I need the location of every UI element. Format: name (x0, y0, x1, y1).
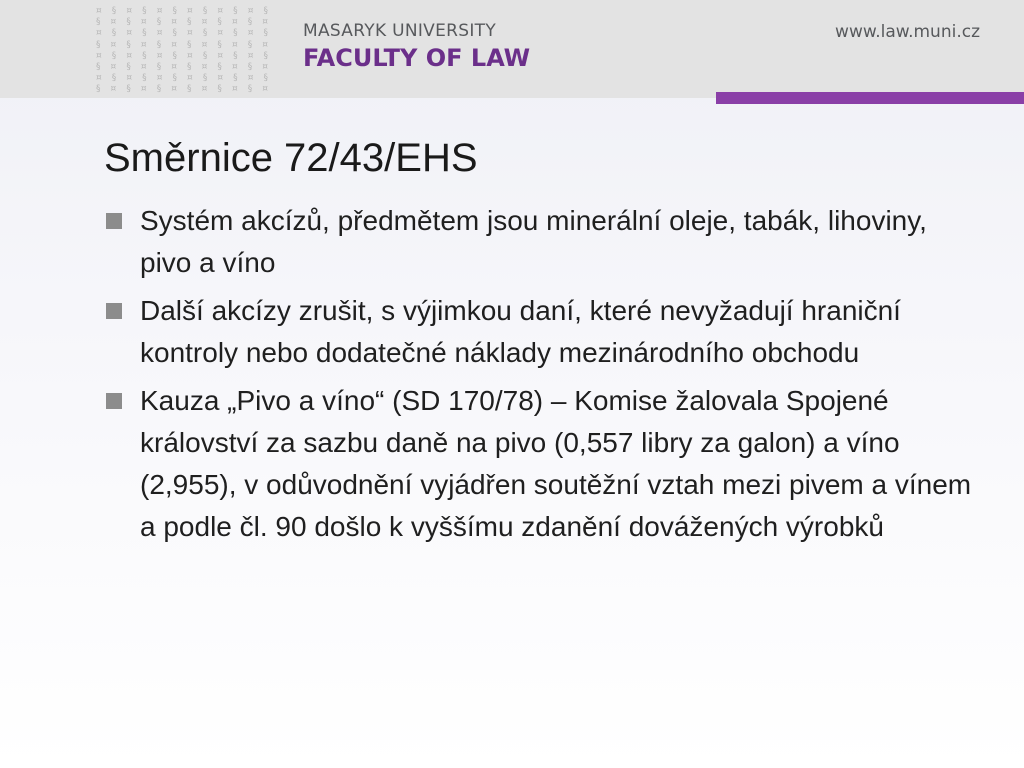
bullet-text: Systém akcízů, předmětem jsou minerální oleje, tabák, lihoviny, pivo a víno (140, 205, 927, 278)
bullet-list (104, 200, 984, 554)
accent-bar (716, 92, 1024, 104)
bullet-text: Kauza „Pivo a víno“ (SD 170/78) – Komise žalovala Spojené království za sazbu daně na pivo (0,557 libry za galon) a víno (2,955), v odůvodnění vyjádřen soutěžní vztah mezi pivem a vínem a podle čl. 90 došlo k vyššímu zdanění dovážených výrobků (140, 385, 972, 542)
bullet-text: Další akcízy zrušit, s výjimkou daní, které nevyžadují hraniční kontroly nebo dodatečné náklady mezinárodního obchodu (140, 295, 901, 368)
square-bullet-icon (106, 393, 122, 409)
section-sign-pattern: ¤ § ¤ § ¤ § ¤ § ¤ § ¤ § § ¤ § ¤ § ¤ § ¤ § ¤ § ¤ ¤ § ¤ § ¤ § ¤ § ¤ § ¤ § § ¤ § ¤ § ¤ § ¤ § ¤ § ¤ ¤ § ¤ § ¤ § ¤ § ¤ § ¤ § § ¤ § ¤ § ¤ § ¤ § ¤ § ¤ ¤ § ¤ § ¤ § ¤ § ¤ § ¤ § § ¤ § ¤ § ¤ § ¤ § ¤ § ¤ (96, 6, 272, 95)
bullet-item (104, 290, 984, 374)
square-bullet-icon (106, 213, 122, 229)
bullet-item (104, 200, 984, 284)
slide-title: Směrnice 72/43/EHS (104, 136, 478, 180)
bullet-item (104, 380, 984, 548)
website-url: www.law.muni.cz (835, 22, 980, 42)
header-band (0, 0, 1024, 98)
university-name: MASARYK UNIVERSITY (303, 21, 497, 41)
faculty-name: FACULTY OF LAW (303, 44, 531, 72)
square-bullet-icon (106, 303, 122, 319)
